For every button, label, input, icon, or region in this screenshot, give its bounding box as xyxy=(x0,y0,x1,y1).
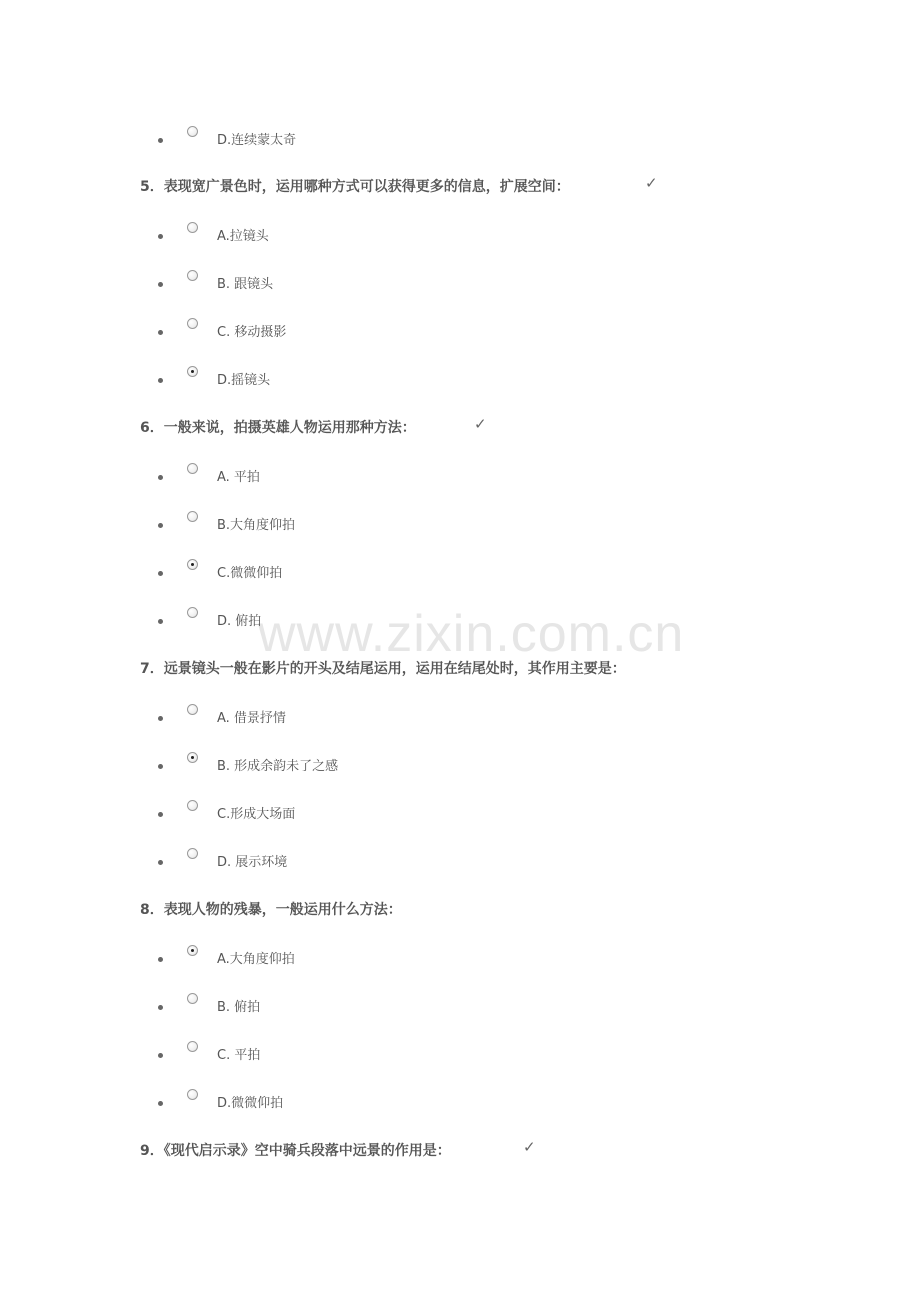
radio-button[interactable] xyxy=(187,848,198,859)
option-q8-a[interactable] xyxy=(0,945,600,969)
option-q7-c[interactable] xyxy=(0,800,600,824)
radio-button[interactable] xyxy=(187,318,198,329)
option-label: C.形成大场面 xyxy=(217,807,296,822)
radio-button[interactable] xyxy=(187,270,198,281)
option-q6-a[interactable] xyxy=(0,463,600,487)
bullet xyxy=(158,138,163,143)
option-label: C. 平拍 xyxy=(217,1048,261,1063)
bullet xyxy=(158,1101,163,1106)
option-label: D. 俯拍 xyxy=(217,614,262,629)
bullet xyxy=(158,1053,163,1058)
option-label: D. 展示环境 xyxy=(217,855,288,870)
option-q7-d[interactable] xyxy=(0,848,600,872)
radio-button[interactable] xyxy=(187,1041,198,1052)
radio-button[interactable] xyxy=(187,993,198,1004)
bullet xyxy=(158,812,163,817)
correct-check-icon: ✓ xyxy=(523,1138,536,1156)
option-q5-a[interactable] xyxy=(0,222,600,246)
radio-button-selected[interactable] xyxy=(187,945,198,956)
radio-button[interactable] xyxy=(187,126,198,137)
option-label: B. 俯拍 xyxy=(217,1000,261,1015)
option-label: C. 移动摄影 xyxy=(217,325,287,340)
radio-button[interactable] xyxy=(187,511,198,522)
option-q6-b[interactable] xyxy=(0,511,600,535)
option-label: D.连续蒙太奇 xyxy=(217,133,297,148)
bullet xyxy=(158,282,163,287)
question-6-title: 6．一般来说，拍摄英雄人物运用那种方法： xyxy=(140,420,416,436)
option-label: B.大角度仰拍 xyxy=(217,518,296,533)
question-9-title: 9．《现代启示录》空中骑兵段落中远景的作用是： xyxy=(140,1143,451,1159)
bullet xyxy=(158,957,163,962)
radio-button[interactable] xyxy=(187,222,198,233)
option-q5-c[interactable] xyxy=(0,318,600,342)
option-q7-b[interactable] xyxy=(0,752,600,776)
bullet xyxy=(158,571,163,576)
option-label: A. 借景抒情 xyxy=(217,711,286,726)
option-label: D.微微仰拍 xyxy=(217,1096,284,1111)
bullet xyxy=(158,716,163,721)
watermark: www.zixin.com.cn xyxy=(258,605,685,663)
bullet xyxy=(158,378,163,383)
option-q8-c[interactable] xyxy=(0,1041,600,1065)
bullet xyxy=(158,234,163,239)
question-8-title: 8．表现人物的残暴，一般运用什么方法： xyxy=(140,902,402,918)
radio-button-selected[interactable] xyxy=(187,559,198,570)
bullet xyxy=(158,523,163,528)
correct-check-icon: ✓ xyxy=(474,415,487,433)
radio-button-selected[interactable] xyxy=(187,366,198,377)
option-label: B. 跟镜头 xyxy=(217,277,274,292)
radio-button[interactable] xyxy=(187,1089,198,1100)
option-q6-d[interactable] xyxy=(0,607,600,631)
bullet xyxy=(158,1005,163,1010)
radio-button[interactable] xyxy=(187,463,198,474)
bullet xyxy=(158,475,163,480)
option-label: B. 形成余韵未了之感 xyxy=(217,759,339,774)
option-label: A. 平拍 xyxy=(217,470,260,485)
radio-button[interactable] xyxy=(187,704,198,715)
radio-button-selected[interactable] xyxy=(187,752,198,763)
option-label: A.拉镜头 xyxy=(217,229,269,244)
option-q7-a[interactable] xyxy=(0,704,600,728)
option-label: C.微微仰拍 xyxy=(217,566,283,581)
question-5-title: 5．表现宽广景色时，运用哪种方式可以获得更多的信息，扩展空间： xyxy=(140,179,570,195)
option-q5-d[interactable] xyxy=(0,366,600,390)
bullet xyxy=(158,330,163,335)
option-q6-c[interactable] xyxy=(0,559,600,583)
option-q8-b[interactable] xyxy=(0,993,600,1017)
radio-button[interactable] xyxy=(187,607,198,618)
option-q5-b[interactable] xyxy=(0,270,600,294)
bullet xyxy=(158,619,163,624)
option-label: D.摇镜头 xyxy=(217,373,271,388)
radio-button[interactable] xyxy=(187,800,198,811)
bullet xyxy=(158,860,163,865)
bullet xyxy=(158,764,163,769)
option-q4-d[interactable] xyxy=(0,126,600,150)
option-q8-d[interactable] xyxy=(0,1089,600,1113)
question-7-title: 7．远景镜头一般在影片的开头及结尾运用，运用在结尾处时，其作用主要是： xyxy=(140,661,626,677)
option-label: A.大角度仰拍 xyxy=(217,952,295,967)
correct-check-icon: ✓ xyxy=(645,174,658,192)
